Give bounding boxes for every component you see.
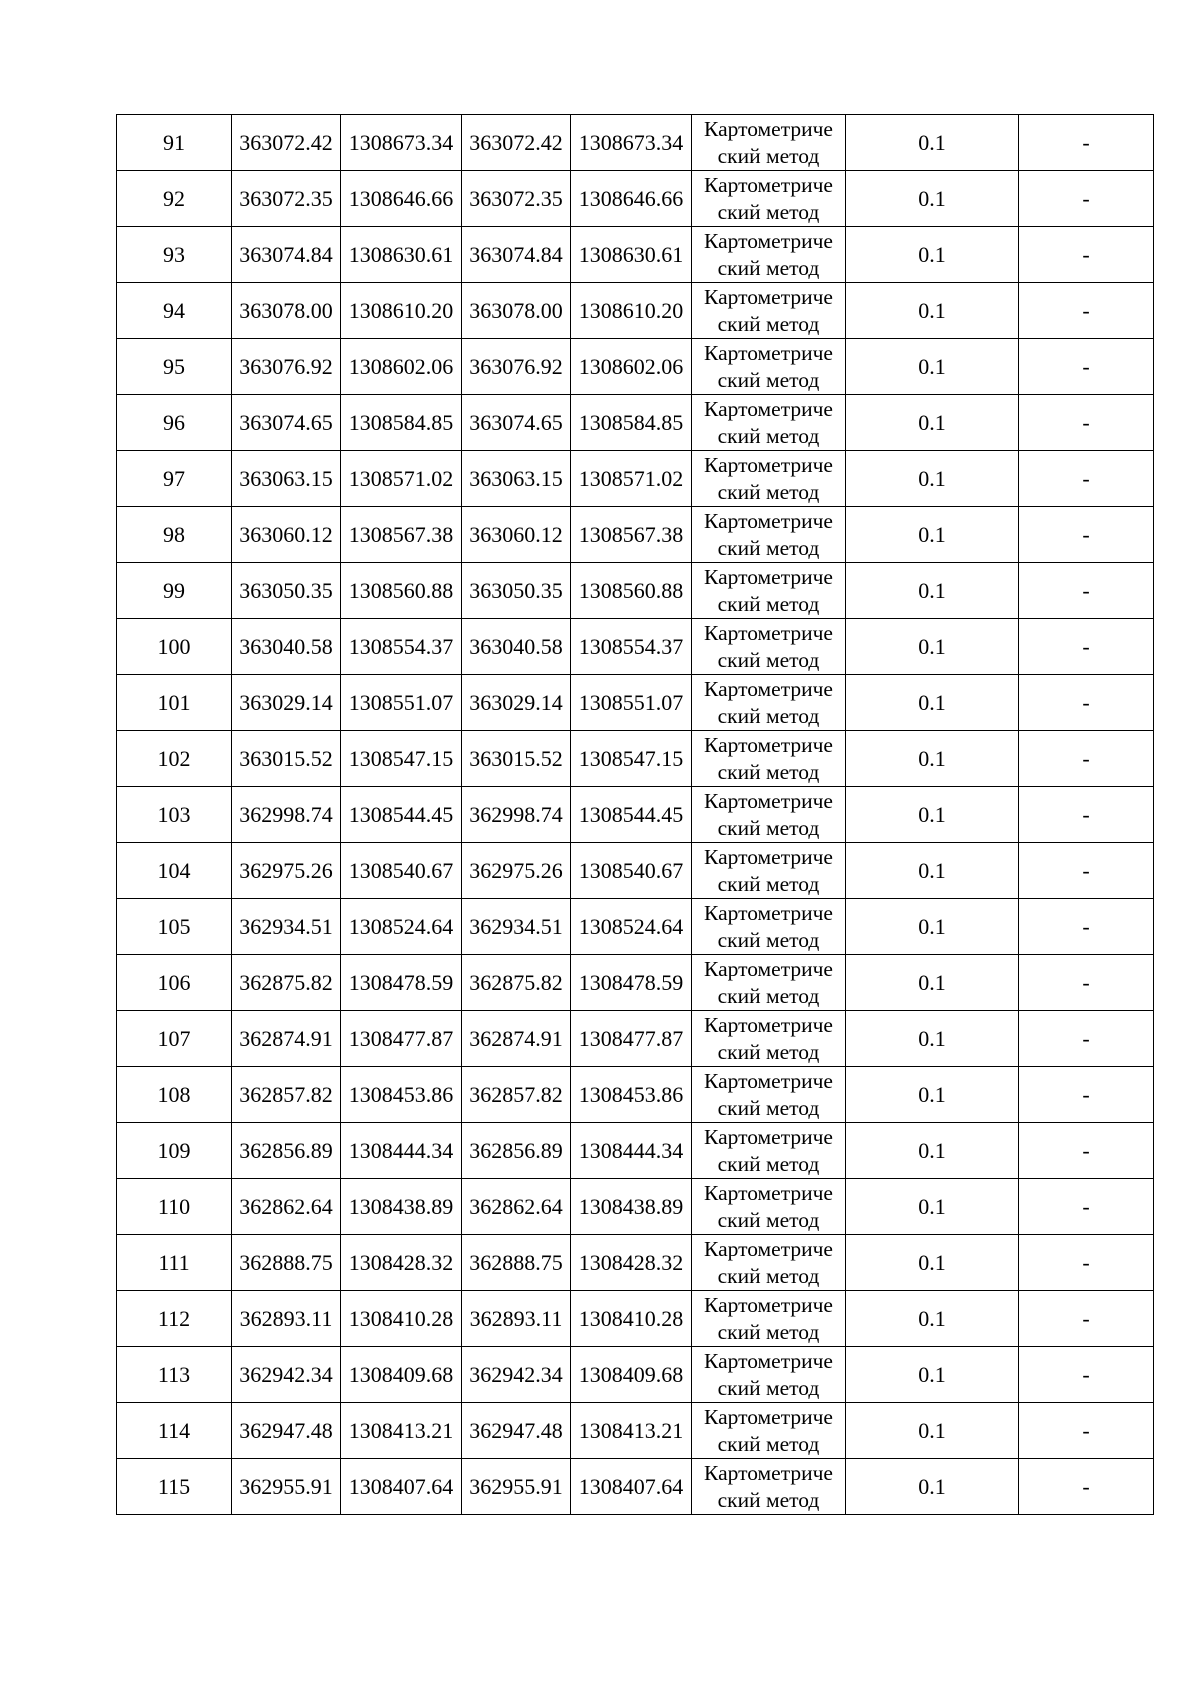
y-coordinate-cell: 1308602.06	[571, 339, 692, 395]
method-cell: Картометриче ский метод	[692, 787, 846, 843]
description-cell: -	[1019, 1123, 1154, 1179]
y-coordinate-cell: 1308409.68	[341, 1347, 462, 1403]
method-cell: Картометриче ский метод	[692, 619, 846, 675]
table-row	[117, 283, 1154, 339]
description-cell: -	[1019, 619, 1154, 675]
y-coordinate-cell: 1308571.02	[341, 451, 462, 507]
y-coordinate-cell: 1308551.07	[341, 675, 462, 731]
accuracy-cell: 0.1	[846, 1123, 1019, 1179]
y-coordinate-cell: 1308544.45	[341, 787, 462, 843]
x-coordinate-cell: 363029.14	[462, 675, 571, 731]
description-cell: -	[1019, 731, 1154, 787]
description-cell: -	[1019, 339, 1154, 395]
description-cell: -	[1019, 563, 1154, 619]
method-cell: Картометриче ский метод	[692, 563, 846, 619]
y-coordinate-cell: 1308540.67	[571, 843, 692, 899]
table-row	[117, 507, 1154, 563]
x-coordinate-cell: 362934.51	[462, 899, 571, 955]
x-coordinate-cell: 362955.91	[232, 1459, 341, 1515]
x-coordinate-cell: 362955.91	[462, 1459, 571, 1515]
x-coordinate-cell: 363050.35	[232, 563, 341, 619]
method-cell: Картометриче ский метод	[692, 283, 846, 339]
x-coordinate-cell: 362942.34	[232, 1347, 341, 1403]
method-cell: Картометриче ский метод	[692, 1459, 846, 1515]
x-coordinate-cell: 363063.15	[462, 451, 571, 507]
table-row	[117, 787, 1154, 843]
table-row	[117, 115, 1154, 171]
x-coordinate-cell: 362893.11	[232, 1291, 341, 1347]
accuracy-cell: 0.1	[846, 1459, 1019, 1515]
y-coordinate-cell: 1308547.15	[571, 731, 692, 787]
table-row	[117, 619, 1154, 675]
method-cell: Картометриче ский метод	[692, 1123, 846, 1179]
y-coordinate-cell: 1308646.66	[341, 171, 462, 227]
method-cell: Картометриче ский метод	[692, 1403, 846, 1459]
point-number-cell: 96	[117, 395, 232, 451]
x-coordinate-cell: 362934.51	[232, 899, 341, 955]
description-cell: -	[1019, 787, 1154, 843]
x-coordinate-cell: 363060.12	[462, 507, 571, 563]
y-coordinate-cell: 1308438.89	[571, 1179, 692, 1235]
x-coordinate-cell: 363074.84	[232, 227, 341, 283]
y-coordinate-cell: 1308610.20	[341, 283, 462, 339]
table-row	[117, 395, 1154, 451]
point-number-cell: 106	[117, 955, 232, 1011]
x-coordinate-cell: 362875.82	[232, 955, 341, 1011]
point-number-cell: 105	[117, 899, 232, 955]
method-cell: Картометриче ский метод	[692, 1011, 846, 1067]
x-coordinate-cell: 362874.91	[462, 1011, 571, 1067]
method-cell: Картометриче ский метод	[692, 955, 846, 1011]
description-cell: -	[1019, 955, 1154, 1011]
description-cell: -	[1019, 507, 1154, 563]
x-coordinate-cell: 363050.35	[462, 563, 571, 619]
x-coordinate-cell: 362874.91	[232, 1011, 341, 1067]
y-coordinate-cell: 1308524.64	[571, 899, 692, 955]
table-row	[117, 339, 1154, 395]
accuracy-cell: 0.1	[846, 507, 1019, 563]
accuracy-cell: 0.1	[846, 675, 1019, 731]
description-cell: -	[1019, 1459, 1154, 1515]
x-coordinate-cell: 362862.64	[462, 1179, 571, 1235]
point-number-cell: 108	[117, 1067, 232, 1123]
accuracy-cell: 0.1	[846, 1291, 1019, 1347]
method-cell: Картометриче ский метод	[692, 507, 846, 563]
y-coordinate-cell: 1308567.38	[571, 507, 692, 563]
x-coordinate-cell: 363040.58	[462, 619, 571, 675]
description-cell: -	[1019, 1067, 1154, 1123]
y-coordinate-cell: 1308584.85	[571, 395, 692, 451]
x-coordinate-cell: 362893.11	[462, 1291, 571, 1347]
method-cell: Картометриче ский метод	[692, 395, 846, 451]
accuracy-cell: 0.1	[846, 283, 1019, 339]
x-coordinate-cell: 362862.64	[232, 1179, 341, 1235]
description-cell: -	[1019, 1235, 1154, 1291]
table-row	[117, 171, 1154, 227]
x-coordinate-cell: 363063.15	[232, 451, 341, 507]
y-coordinate-cell: 1308544.45	[571, 787, 692, 843]
table-row	[117, 1067, 1154, 1123]
method-cell: Картометриче ский метод	[692, 899, 846, 955]
table-row	[117, 1011, 1154, 1067]
table-row	[117, 1179, 1154, 1235]
y-coordinate-cell: 1308567.38	[341, 507, 462, 563]
y-coordinate-cell: 1308547.15	[341, 731, 462, 787]
point-number-cell: 100	[117, 619, 232, 675]
x-coordinate-cell: 362888.75	[232, 1235, 341, 1291]
description-cell: -	[1019, 115, 1154, 171]
y-coordinate-cell: 1308478.59	[571, 955, 692, 1011]
accuracy-cell: 0.1	[846, 843, 1019, 899]
description-cell: -	[1019, 1179, 1154, 1235]
table-row	[117, 843, 1154, 899]
x-coordinate-cell: 362856.89	[232, 1123, 341, 1179]
x-coordinate-cell: 362975.26	[462, 843, 571, 899]
accuracy-cell: 0.1	[846, 1011, 1019, 1067]
accuracy-cell: 0.1	[846, 339, 1019, 395]
method-cell: Картометриче ский метод	[692, 1291, 846, 1347]
y-coordinate-cell: 1308584.85	[341, 395, 462, 451]
y-coordinate-cell: 1308610.20	[571, 283, 692, 339]
y-coordinate-cell: 1308560.88	[571, 563, 692, 619]
method-cell: Картометриче ский метод	[692, 1179, 846, 1235]
table-row	[117, 1291, 1154, 1347]
method-cell: Картометриче ский метод	[692, 1067, 846, 1123]
x-coordinate-cell: 362975.26	[232, 843, 341, 899]
table-row	[117, 1347, 1154, 1403]
point-number-cell: 95	[117, 339, 232, 395]
y-coordinate-cell: 1308673.34	[341, 115, 462, 171]
y-coordinate-cell: 1308453.86	[341, 1067, 462, 1123]
description-cell: -	[1019, 1403, 1154, 1459]
method-cell: Картометриче ский метод	[692, 675, 846, 731]
method-cell: Картометриче ский метод	[692, 1235, 846, 1291]
table-row	[117, 1235, 1154, 1291]
accuracy-cell: 0.1	[846, 731, 1019, 787]
x-coordinate-cell: 362875.82	[462, 955, 571, 1011]
y-coordinate-cell: 1308554.37	[341, 619, 462, 675]
accuracy-cell: 0.1	[846, 787, 1019, 843]
y-coordinate-cell: 1308477.87	[341, 1011, 462, 1067]
point-number-cell: 107	[117, 1011, 232, 1067]
accuracy-cell: 0.1	[846, 619, 1019, 675]
accuracy-cell: 0.1	[846, 1347, 1019, 1403]
x-coordinate-cell: 363074.65	[232, 395, 341, 451]
point-number-cell: 102	[117, 731, 232, 787]
description-cell: -	[1019, 171, 1154, 227]
point-number-cell: 103	[117, 787, 232, 843]
x-coordinate-cell: 362947.48	[462, 1403, 571, 1459]
x-coordinate-cell: 363040.58	[232, 619, 341, 675]
table-body	[117, 115, 1154, 1515]
y-coordinate-cell: 1308407.64	[571, 1459, 692, 1515]
table-row	[117, 1403, 1154, 1459]
y-coordinate-cell: 1308551.07	[571, 675, 692, 731]
accuracy-cell: 0.1	[846, 227, 1019, 283]
point-number-cell: 113	[117, 1347, 232, 1403]
accuracy-cell: 0.1	[846, 395, 1019, 451]
x-coordinate-cell: 362888.75	[462, 1235, 571, 1291]
y-coordinate-cell: 1308560.88	[341, 563, 462, 619]
method-cell: Картометриче ский метод	[692, 1347, 846, 1403]
description-cell: -	[1019, 451, 1154, 507]
coordinates-table	[116, 114, 1154, 1515]
description-cell: -	[1019, 1291, 1154, 1347]
description-cell: -	[1019, 283, 1154, 339]
x-coordinate-cell: 363072.42	[232, 115, 341, 171]
y-coordinate-cell: 1308444.34	[341, 1123, 462, 1179]
accuracy-cell: 0.1	[846, 1403, 1019, 1459]
x-coordinate-cell: 362857.82	[462, 1067, 571, 1123]
x-coordinate-cell: 363072.42	[462, 115, 571, 171]
x-coordinate-cell: 363015.52	[232, 731, 341, 787]
description-cell: -	[1019, 843, 1154, 899]
y-coordinate-cell: 1308413.21	[571, 1403, 692, 1459]
point-number-cell: 99	[117, 563, 232, 619]
y-coordinate-cell: 1308409.68	[571, 1347, 692, 1403]
x-coordinate-cell: 363060.12	[232, 507, 341, 563]
table-row	[117, 451, 1154, 507]
x-coordinate-cell: 363029.14	[232, 675, 341, 731]
description-cell: -	[1019, 227, 1154, 283]
y-coordinate-cell: 1308630.61	[341, 227, 462, 283]
table-row	[117, 1459, 1154, 1515]
description-cell: -	[1019, 395, 1154, 451]
accuracy-cell: 0.1	[846, 171, 1019, 227]
x-coordinate-cell: 363076.92	[232, 339, 341, 395]
accuracy-cell: 0.1	[846, 563, 1019, 619]
accuracy-cell: 0.1	[846, 955, 1019, 1011]
y-coordinate-cell: 1308602.06	[341, 339, 462, 395]
x-coordinate-cell: 362857.82	[232, 1067, 341, 1123]
y-coordinate-cell: 1308428.32	[571, 1235, 692, 1291]
description-cell: -	[1019, 675, 1154, 731]
y-coordinate-cell: 1308524.64	[341, 899, 462, 955]
description-cell: -	[1019, 899, 1154, 955]
point-number-cell: 114	[117, 1403, 232, 1459]
table-row	[117, 1123, 1154, 1179]
x-coordinate-cell: 362998.74	[232, 787, 341, 843]
y-coordinate-cell: 1308571.02	[571, 451, 692, 507]
point-number-cell: 94	[117, 283, 232, 339]
point-number-cell: 104	[117, 843, 232, 899]
x-coordinate-cell: 363015.52	[462, 731, 571, 787]
y-coordinate-cell: 1308478.59	[341, 955, 462, 1011]
method-cell: Картометриче ский метод	[692, 171, 846, 227]
point-number-cell: 92	[117, 171, 232, 227]
y-coordinate-cell: 1308477.87	[571, 1011, 692, 1067]
y-coordinate-cell: 1308410.28	[341, 1291, 462, 1347]
point-number-cell: 115	[117, 1459, 232, 1515]
method-cell: Картометриче ский метод	[692, 843, 846, 899]
point-number-cell: 110	[117, 1179, 232, 1235]
x-coordinate-cell: 362942.34	[462, 1347, 571, 1403]
y-coordinate-cell: 1308444.34	[571, 1123, 692, 1179]
point-number-cell: 112	[117, 1291, 232, 1347]
y-coordinate-cell: 1308453.86	[571, 1067, 692, 1123]
method-cell: Картометриче ский метод	[692, 451, 846, 507]
table-row	[117, 227, 1154, 283]
table-row	[117, 955, 1154, 1011]
table-row	[117, 563, 1154, 619]
point-number-cell: 101	[117, 675, 232, 731]
table-row	[117, 899, 1154, 955]
x-coordinate-cell: 363076.92	[462, 339, 571, 395]
y-coordinate-cell: 1308413.21	[341, 1403, 462, 1459]
y-coordinate-cell: 1308540.67	[341, 843, 462, 899]
accuracy-cell: 0.1	[846, 899, 1019, 955]
description-cell: -	[1019, 1347, 1154, 1403]
x-coordinate-cell: 363072.35	[462, 171, 571, 227]
x-coordinate-cell: 362856.89	[462, 1123, 571, 1179]
method-cell: Картометриче ский метод	[692, 227, 846, 283]
x-coordinate-cell: 363078.00	[232, 283, 341, 339]
method-cell: Картометриче ский метод	[692, 731, 846, 787]
y-coordinate-cell: 1308630.61	[571, 227, 692, 283]
y-coordinate-cell: 1308407.64	[341, 1459, 462, 1515]
x-coordinate-cell: 363078.00	[462, 283, 571, 339]
description-cell: -	[1019, 1011, 1154, 1067]
x-coordinate-cell: 362998.74	[462, 787, 571, 843]
x-coordinate-cell: 363072.35	[232, 171, 341, 227]
point-number-cell: 93	[117, 227, 232, 283]
point-number-cell: 91	[117, 115, 232, 171]
y-coordinate-cell: 1308428.32	[341, 1235, 462, 1291]
method-cell: Картометриче ский метод	[692, 339, 846, 395]
point-number-cell: 109	[117, 1123, 232, 1179]
y-coordinate-cell: 1308646.66	[571, 171, 692, 227]
accuracy-cell: 0.1	[846, 451, 1019, 507]
table-row	[117, 675, 1154, 731]
point-number-cell: 98	[117, 507, 232, 563]
y-coordinate-cell: 1308673.34	[571, 115, 692, 171]
accuracy-cell: 0.1	[846, 1179, 1019, 1235]
accuracy-cell: 0.1	[846, 115, 1019, 171]
x-coordinate-cell: 362947.48	[232, 1403, 341, 1459]
point-number-cell: 97	[117, 451, 232, 507]
accuracy-cell: 0.1	[846, 1235, 1019, 1291]
x-coordinate-cell: 363074.84	[462, 227, 571, 283]
accuracy-cell: 0.1	[846, 1067, 1019, 1123]
x-coordinate-cell: 363074.65	[462, 395, 571, 451]
y-coordinate-cell: 1308438.89	[341, 1179, 462, 1235]
y-coordinate-cell: 1308410.28	[571, 1291, 692, 1347]
point-number-cell: 111	[117, 1235, 232, 1291]
method-cell: Картометриче ский метод	[692, 115, 846, 171]
table-row	[117, 731, 1154, 787]
y-coordinate-cell: 1308554.37	[571, 619, 692, 675]
